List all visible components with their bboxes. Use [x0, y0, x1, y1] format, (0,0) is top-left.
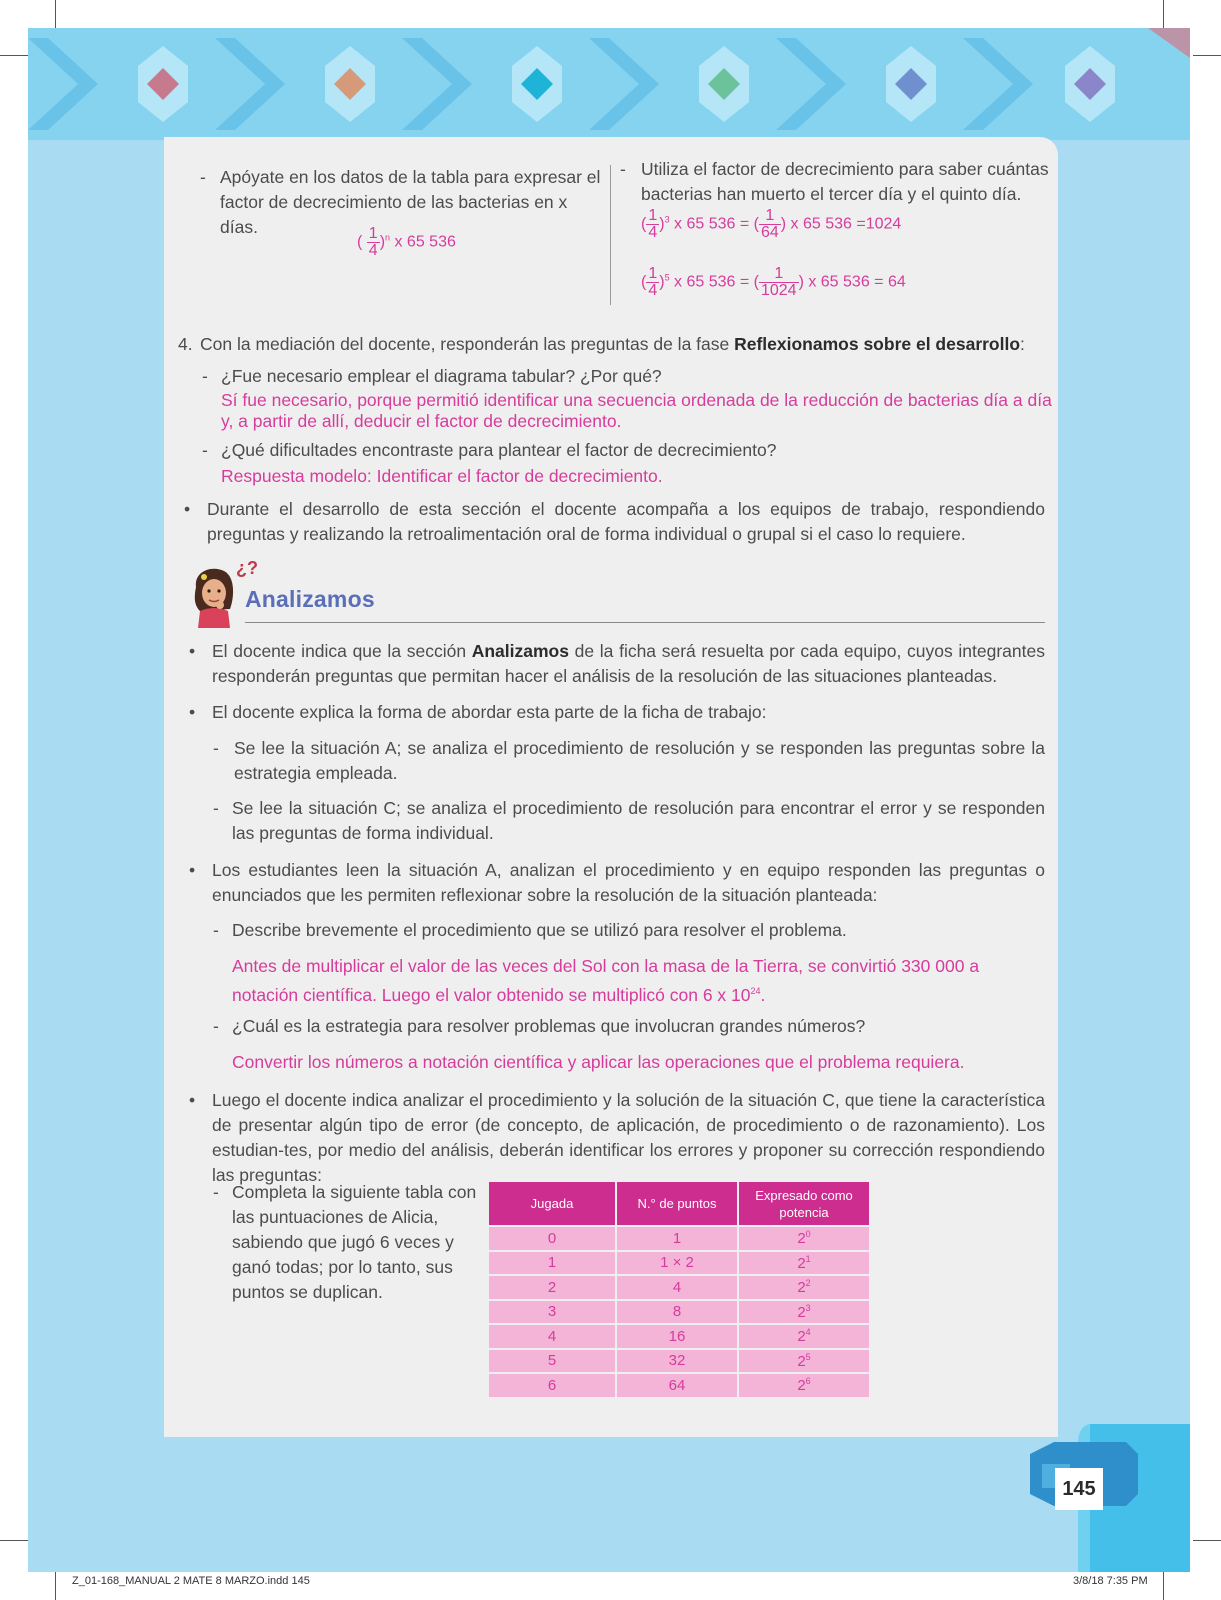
answer-describe: Antes de multiplicar el valor de las veces del Sol con la masa de la Tierra, se convirtió 330 000 a notación científica. Luego el valor obtenido se multiplicó con 6 x $10^{24}$.	[232, 956, 980, 1005]
dash-bullet: -	[202, 440, 208, 460]
table-cell: 6	[489, 1374, 615, 1397]
table-cell: 8	[617, 1301, 737, 1324]
question-marks-icon: ¿?	[236, 558, 258, 578]
crop-mark	[1163, 0, 1164, 28]
question-1: ¿Fue necesario emplear el diagrama tabular? ¿Por qué?	[221, 366, 662, 386]
paragraph-durante: Durante el desarrollo de esta sección el docente acompaña a los equipos de trabajo, respondiendo preguntas y realizando la retroalimentación oral de forma individual o grupal si el caso lo requiere.	[207, 499, 1045, 544]
crop-mark	[0, 55, 28, 56]
dash-bullet: -	[213, 798, 219, 818]
table-cell-power: $2^3$	[739, 1301, 869, 1324]
formula-third-day: ( $\frac{1}{4}$ )$^3$ x 65 536 = ( $\frac{1}{64}$ ) x 65 536 =1024	[641, 207, 902, 241]
dash-bullet: -	[200, 167, 206, 187]
table-cell: 0	[489, 1227, 615, 1250]
table-header: N.° de puntos	[617, 1182, 737, 1225]
table-cell: 2	[489, 1276, 615, 1299]
crop-mark	[1193, 55, 1221, 56]
page-tab-decoration	[1030, 1424, 1190, 1572]
table-row	[489, 1276, 869, 1299]
table-cell-power: $2^2$	[739, 1276, 869, 1299]
bullet-dot: •	[189, 860, 196, 880]
bullet-dot: •	[189, 641, 196, 661]
question-2: ¿Qué dificultades encontraste para plantear el factor de decrecimiento?	[221, 440, 777, 460]
table-row	[489, 1227, 869, 1250]
dash-bullet: -	[213, 1182, 219, 1202]
instruction-tabla: Completa la siguiente tabla con las puntuaciones de Alicia, sabiendo que jugó 6 veces y ganó todas; por lo tanto, sus puntos se duplican.	[232, 1182, 477, 1302]
footer-file-info: Z_01-168_MANUAL 2 MATE 8 MARZO.indd 145	[72, 1575, 310, 1587]
section-divider	[245, 622, 1045, 623]
dash-bullet: -	[620, 159, 626, 179]
table-row	[489, 1350, 869, 1373]
answer-2: Respuesta modelo: Identificar el factor de decrecimiento.	[221, 466, 663, 486]
section-title: Analizamos	[245, 586, 375, 612]
table-row	[489, 1301, 869, 1324]
table-cell: 32	[617, 1350, 737, 1373]
bullet-dot: •	[189, 1090, 196, 1110]
paragraph-estudiantes: Los estudiantes leen la situación A, analizan el procedimiento y en equipo responden las preguntas o enunciados que les permiten reflexionar sobre la resolución de la situación planteada:	[212, 860, 1045, 905]
bullet-dot: •	[189, 702, 196, 722]
decorative-banner	[28, 28, 1190, 140]
page-number: 145	[1055, 1468, 1103, 1510]
dash-bullet: -	[213, 1016, 219, 1036]
column-divider	[610, 165, 611, 305]
answer-estrategia: Convertir los números a notación científica y aplicar las operaciones que el problema requiera.	[232, 1052, 965, 1072]
table-cell: 4	[617, 1276, 737, 1299]
table-cell: 3	[489, 1301, 615, 1324]
crop-mark	[1163, 1572, 1164, 1600]
girl-thinking-icon	[190, 565, 242, 628]
step-situacion-c: Se lee la situación C; se analiza el procedimiento de resolución para encontrar el error y se responden las preguntas de forma individual.	[232, 798, 1045, 843]
top-left-formula: ( $\frac{1}{4}$ )$^n$ x 65 536	[357, 225, 456, 259]
step-situacion-a: Se lee la situación A; se analiza el procedimiento de resolución y se responden las preguntas sobre la estrategia empleada.	[234, 738, 1045, 783]
table-cell: 16	[617, 1325, 737, 1348]
top-right-instruction: Utiliza el factor de decrecimiento para saber cuántas bacterias han muerto el tercer día y el quinto día.	[641, 159, 1049, 204]
dash-bullet: -	[213, 738, 219, 758]
item-number: 4.	[178, 334, 193, 354]
footer-timestamp: 3/8/18 7:35 PM	[1073, 1575, 1148, 1587]
table-row	[489, 1374, 869, 1397]
paragraph-forma: El docente explica la forma de abordar esta parte de la ficha de trabajo:	[212, 702, 767, 722]
points-table	[487, 1180, 871, 1399]
crop-mark	[55, 1572, 56, 1600]
question-describe: Describe brevemente el procedimiento que se utilizó para resolver el problema.	[232, 920, 847, 940]
table-row	[489, 1325, 869, 1348]
crop-mark	[1193, 1540, 1221, 1541]
crop-mark	[0, 1540, 28, 1541]
top-left-instruction: Apóyate en los datos de la tabla para expresar el factor de decrecimiento de las bacterias en x días.	[220, 167, 601, 237]
table-header: Expresado como potencia	[739, 1182, 869, 1225]
table-row	[489, 1252, 869, 1275]
formula-fifth-day: ( $\frac{1}{4}$ )$^5$ x 65 536 = ( $\frac{1}{1024}$ ) x 65 536 = 64	[641, 265, 906, 299]
table-cell: 64	[617, 1374, 737, 1397]
dash-bullet: -	[202, 366, 208, 386]
table-cell: 1	[617, 1227, 737, 1250]
table-header: Jugada	[489, 1182, 615, 1225]
table-cell: 5	[489, 1350, 615, 1373]
table-header-row	[489, 1182, 869, 1225]
table-cell-power: $2^4$	[739, 1325, 869, 1348]
crop-mark	[55, 0, 56, 28]
table-cell-power: $2^0$	[739, 1227, 869, 1250]
dash-bullet: -	[213, 920, 219, 940]
table-cell: 1	[489, 1252, 615, 1275]
item4-statement: Con la mediación del docente, responderán las preguntas de la fase Reflexionamos sobre el desarrollo:	[200, 334, 1025, 354]
paragraph-situacion-c: Luego el docente indica analizar el procedimiento y la solución de la situación C, que tiene la característica de presentar algún tipo de error (de concepto, de aplicación, de procedimiento o de razonamiento). Los estudian-tes, por medio del análisis, deberán identificar los errores y proponer su corrección respondiendo las preguntas:	[212, 1090, 1045, 1185]
table-cell: 1 × 2	[617, 1252, 737, 1275]
answer-1: Sí fue necesario, porque permitió identificar una secuencia ordenada de la reducción de bacterias día a día y, a partir de allí, deducir el factor de decrecimiento.	[221, 390, 1052, 431]
paragraph-analizamos-intro: El docente indica que la sección Analizamos de la ficha será resuelta por cada equipo, cuyos integrantes responderán preguntas que permitan hacer el análisis de la resolución de las situaciones planteadas.	[212, 641, 1045, 686]
bullet-dot: •	[184, 499, 191, 519]
table-cell-power: $2^1$	[739, 1252, 869, 1275]
question-estrategia: ¿Cuál es la estrategia para resolver problemas que involucran grandes números?	[232, 1016, 866, 1036]
table-cell-power: $2^5$	[739, 1350, 869, 1373]
table-cell-power: $2^6$	[739, 1374, 869, 1397]
table-cell: 4	[489, 1325, 615, 1348]
